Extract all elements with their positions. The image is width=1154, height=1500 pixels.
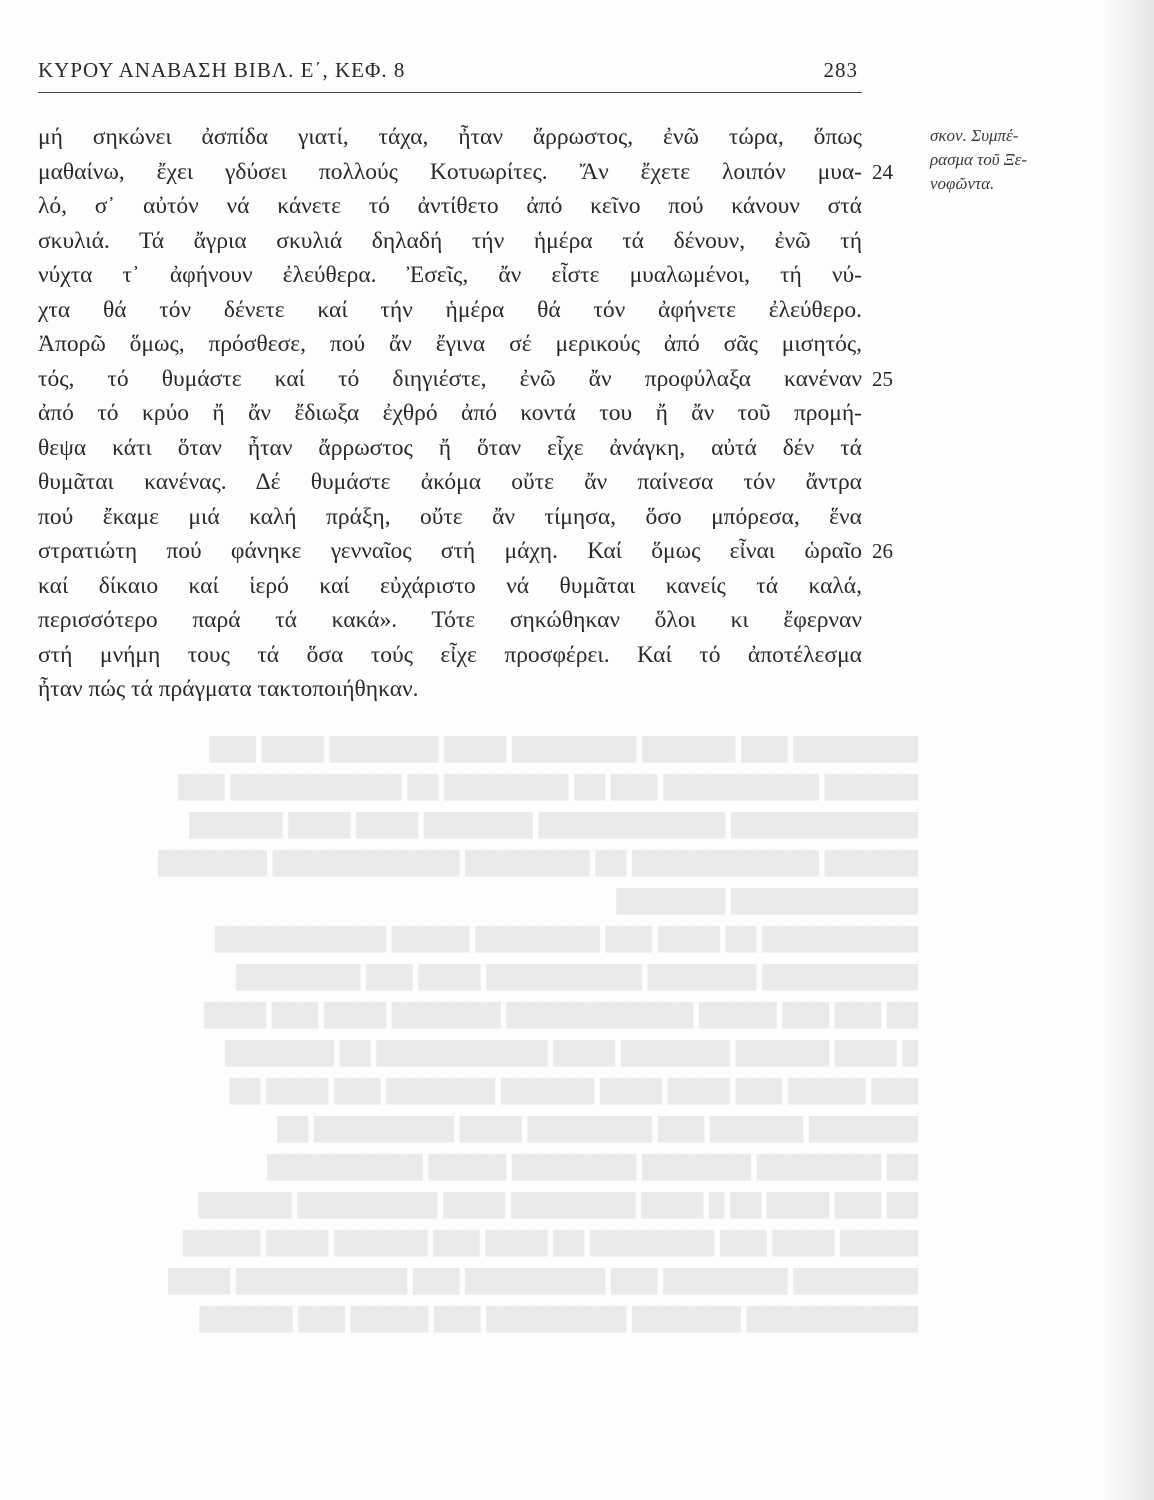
text-line: Ἀπορῶ ὅμως, πρόσθεσε, πού ἄν ἔγινα σέ μερικούς ἀπό σᾶς μισητός, xyxy=(38,331,862,357)
text-line: λό, σ᾽ αὐτόν νά κάνετε τό ἀντίθετο ἀπό κεῖνο πού κάνουν στά xyxy=(38,193,862,219)
page-number: 283 xyxy=(823,58,858,82)
text-line: μαθαίνω, ἔχει γδύσει πολλούς Κοτυωρίτες. Ἄν ἔχετε λοιπόν μυα- xyxy=(38,158,862,185)
header-rule xyxy=(38,92,862,93)
text-line: σκυλιά. Τά ἄγρια σκυλιά δηλαδή τήν ἡμέρα τά δένουν, ἐνῶ τή xyxy=(38,227,862,254)
text-line: θυμᾶται κανένας. Δέ θυμάστε ἀκόμα οὔτε ἄν παίνεσα τόν ἄντρα xyxy=(38,469,862,495)
margin-note xyxy=(930,124,1070,196)
running-header xyxy=(38,54,862,88)
text-line: ἦταν πώς τά πράγματα τακτοποιήθηκαν. xyxy=(38,676,419,702)
margin-note-line: ρασμα τοῦ Ξε- xyxy=(930,150,1028,169)
text-line: τός, τό θυμάστε καί τό διηγιέστε, ἐνῶ ἄν προφύλαξα κανέναν xyxy=(38,365,862,392)
text-line: στρατιώτη πού φάνηκε γενναῖος στή μάχη. Καί ὅμως εἶναι ὡραῖο xyxy=(38,538,862,564)
text-line: μή σηκώνει ἀσπίδα γιατί, τάχα, ἦταν ἄρρωστος, ἐνῶ τώρα, ὅπως xyxy=(38,124,862,150)
text-line: στή μνήμη τους τά ὅσα τούς εἶχε προσφέρει. Καί τό ἀποτέλεσμα xyxy=(38,641,862,668)
text-line: περισσότερο παρά τά κακά». Τότε σηκώθηκαν ὅλοι κι ἔφερναν xyxy=(38,607,862,633)
margin-note-line: νοφῶντα. xyxy=(930,174,995,193)
text-line: πού ἔκαμε μιά καλή πράξη, οὔτε ἄν τίμησα, ὅσο μπόρεσα, ἕνα xyxy=(38,503,862,530)
show-through-from-reverse-page: ████████ ███ ██████ ████████ ████ ███████ ████ ███ ██████ ██████████ ███ ██ ████████ ██ ███████████ ███ ████████████ ████████████ ███████ ████ ████ ██████ ██████ ████████████ ██ ████████ ████████████ ███████ ████████████ ███████ ██████████ ██ ████ ███ ████████ █████ ███████████ ██████████ ███████ ██████████ ████ ███ ████████ ██ ███ ███ █████ ████████████ ███████ ████ ███ ████ █ ████ ██████ ███████ ████ ███████████ ██ ███████ ███ █████ ███ ████ ████ ██████ ███████ ███ ████ ██ ███████ ██████ ███ ████████ ████ █████████ ██ ██ ████████ ███████ ████████ █████ ██████████ ██ ███ ████ ██ █ ████ ████████ ████ █████████ ██████ █████ ████ ███ ████████ ██ ████ ███ ██████ ████ █████ ████████ ████████ ███ █████████ ███ ███████████ ████ ███████████ ███████ █████████ ███ █████ ███ ██████ xyxy=(157,736,918,1331)
margin-note-line: σκον. Συμπέ- xyxy=(930,126,1019,145)
running-header-title: ΚΥΡΟΥ ΑΝΑΒΑΣΗ ΒΙΒΛ. Ε΄, ΚΕΦ. 8 xyxy=(38,58,406,82)
main-text-block xyxy=(38,120,862,707)
section-number: 24 xyxy=(872,159,893,184)
text-line: νύχτα τ᾽ ἀφήνουν ἐλεύθερα. Ἐσεῖς, ἄν εἶστε μυαλωμένοι, τή νύ- xyxy=(38,262,862,288)
section-number: 26 xyxy=(872,539,893,563)
page-edge-shadow xyxy=(1106,0,1154,1500)
section-number: 25 xyxy=(872,366,893,391)
text-line: χτα θά τόν δένετε καί τήν ἡμέρα θά τόν ἀφήνετε ἐλεύθερο. xyxy=(38,296,862,323)
text-line: καί δίκαιο καί ἱερό καί εὐχάριστο νά θυμᾶται κανείς τά καλά, xyxy=(38,572,862,599)
text-line: ἀπό τό κρύο ἤ ἄν ἔδιωξα ἐχθρό ἀπό κοντά του ἤ ἄν τοῦ προμή- xyxy=(38,400,862,426)
text-line: θεψα κάτι ὅταν ἦταν ἄρρωστος ἤ ὅταν εἶχε ἀνάγκη, αὐτά δέν τά xyxy=(38,434,862,461)
